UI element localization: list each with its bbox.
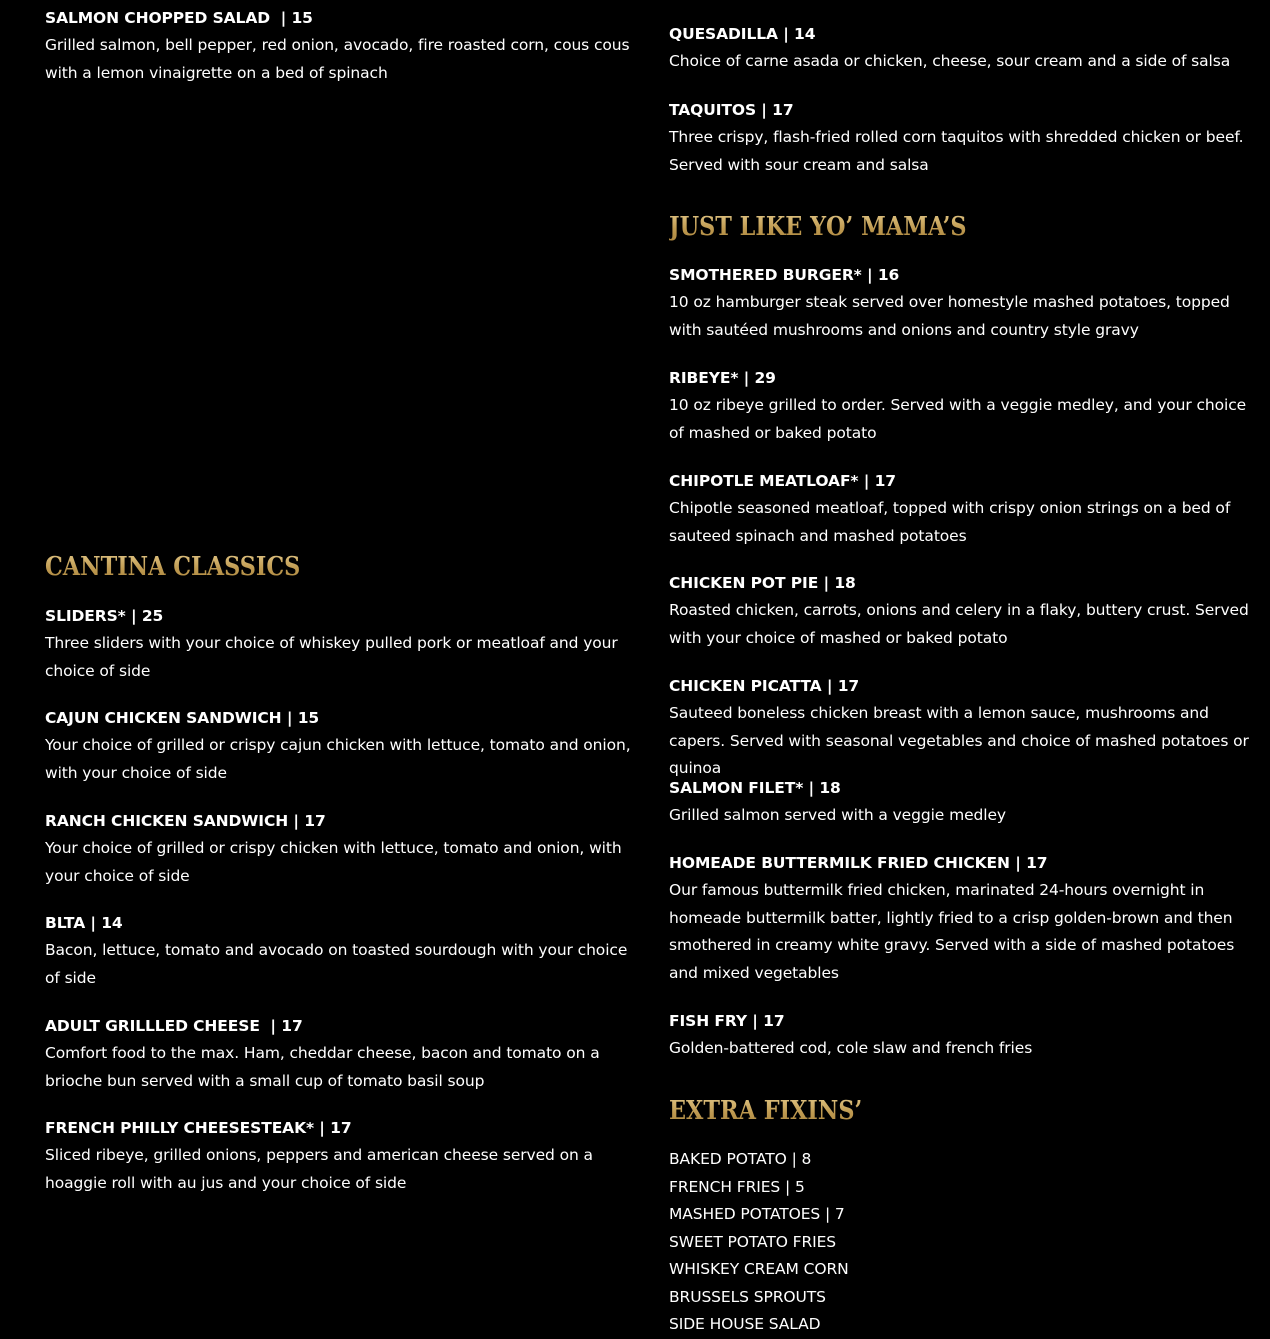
menu-item-taquitos	[669, 100, 1249, 179]
menu-item-adult-grilled-cheese	[45, 1016, 635, 1095]
item-title: BLTA | 14	[45, 914, 123, 932]
item-title: TAQUITOS | 17	[669, 101, 794, 119]
side-item-brussels-sprouts: BRUSSELS SPROUTS	[669, 1288, 826, 1306]
item-description: Sliced ribeye, grilled onions, peppers and american cheese served on a hoaggie roll with au jus and your choice of side	[45, 1146, 593, 1192]
item-title: SLIDERS* | 25	[45, 607, 164, 625]
menu-item-chicken-picatta	[669, 676, 1249, 783]
item-title: SALMON CHOPPED SALAD | 15	[45, 9, 313, 27]
side-item-whiskey-cream-corn: WHISKEY CREAM CORN	[669, 1260, 849, 1278]
item-title: QUESADILLA | 14	[669, 25, 816, 43]
item-description: 10 oz ribeye grilled to order. Served with a veggie medley, and your choice of mashed or baked potato	[669, 396, 1247, 442]
section-heading-just-like-yo-mamas: JUST LIKE YO’ MAMA’S	[669, 212, 967, 242]
item-description: Bacon, lettuce, tomato and avocado on toasted sourdough with your choice of side	[45, 941, 628, 987]
item-description: Choice of carne asada or chicken, cheese, sour cream and a side of salsa	[669, 52, 1231, 70]
item-title: SMOTHERED BURGER* | 16	[669, 266, 900, 284]
item-description: Chipotle seasoned meatloaf, topped with crispy onion strings on a bed of sauteed spinach and mashed potatoes	[669, 499, 1231, 545]
item-title: CAJUN CHICKEN SANDWICH | 15	[45, 709, 320, 727]
menu-item-ribeye	[669, 368, 1249, 447]
item-description: Your choice of grilled or crispy cajun chicken with lettuce, tomato and onion, with your choice of side	[45, 736, 631, 782]
item-description: Comfort food to the max. Ham, cheddar cheese, bacon and tomato on a brioche bun served with a small cup of tomato basil soup	[45, 1044, 600, 1090]
side-item-mashed-potatoes: MASHED POTATOES | 7	[669, 1205, 845, 1223]
item-description: 10 oz hamburger steak served over homestyle mashed potatoes, topped with sautéed mushrooms and onions and country style gravy	[669, 293, 1230, 339]
item-description: Grilled salmon served with a veggie medley	[669, 806, 1006, 824]
menu-item-buttermilk-fried-chicken	[669, 853, 1249, 987]
menu-item-french-philly-cheesesteak	[45, 1118, 635, 1197]
side-item-sweet-potato-fries: SWEET POTATO FRIES	[669, 1233, 837, 1251]
menu-item-chicken-pot-pie	[669, 573, 1249, 652]
section-heading-cantina-classics: CANTINA CLASSICS	[45, 552, 301, 582]
item-title: CHICKEN PICATTA | 17	[669, 677, 860, 695]
item-description: Roasted chicken, carrots, onions and celery in a flaky, buttery crust. Served with your choice of mashed or baked potato	[669, 601, 1249, 647]
item-title: ADULT GRILLLED CHEESE | 17	[45, 1017, 303, 1035]
item-title: RIBEYE* | 29	[669, 369, 776, 387]
item-description: Three sliders with your choice of whiskey pulled pork or meatloaf and your choice of side	[45, 634, 618, 680]
menu-item-sliders	[45, 606, 635, 685]
menu-item-salmon-filet	[669, 778, 1249, 830]
menu-item-ranch-chicken-sandwich	[45, 811, 635, 890]
menu-item-quesadilla	[669, 24, 1249, 76]
item-title: HOMEADE BUTTERMILK FRIED CHICKEN | 17	[669, 854, 1048, 872]
item-description: Our famous buttermilk fried chicken, marinated 24-hours overnight in homeade buttermilk batter, lightly fried to a crisp golden-brown and then smothered in creamy white gravy. Served with a side of mashed potatoes and mixed vegetables	[669, 881, 1235, 982]
menu-item-blta	[45, 913, 635, 992]
item-title: SALMON FILET* | 18	[669, 779, 841, 797]
item-title: FRENCH PHILLY CHEESESTEAK* | 17	[45, 1119, 352, 1137]
item-title: CHICKEN POT PIE | 18	[669, 574, 856, 592]
menu-item-cajun-chicken-sandwich	[45, 708, 635, 787]
side-item-side-house-salad: SIDE HOUSE SALAD	[669, 1315, 821, 1333]
item-title: FISH FRY | 17	[669, 1012, 785, 1030]
item-title: CHIPOTLE MEATLOAF* | 17	[669, 472, 896, 490]
menu-item-fish-fry	[669, 1011, 1249, 1063]
menu-item-chipotle-meatloaf	[669, 471, 1249, 550]
section-heading-extra-fixins: EXTRA FIXINS’	[669, 1096, 863, 1126]
item-description: Your choice of grilled or crispy chicken with lettuce, tomato and onion, with your choice of side	[45, 839, 622, 885]
side-item-french-fries: FRENCH FRIES | 5	[669, 1178, 805, 1196]
item-description: Sauteed boneless chicken breast with a lemon sauce, mushrooms and capers. Served with seasonal vegetables and choice of mashed potatoes or quinoa	[669, 704, 1249, 777]
item-description: Three crispy, flash-fried rolled corn taquitos with shredded chicken or beef. Served with sour cream and salsa	[669, 128, 1244, 174]
menu-item-salmon-chopped-salad	[45, 8, 635, 87]
item-description: Grilled salmon, bell pepper, red onion, avocado, fire roasted corn, cous cous with a lemon vinaigrette on a bed of spinach	[45, 36, 630, 82]
item-description: Golden-battered cod, cole slaw and french fries	[669, 1039, 1033, 1057]
menu-item-smothered-burger	[669, 265, 1249, 344]
item-title: RANCH CHICKEN SANDWICH | 17	[45, 812, 326, 830]
side-item-baked-potato: BAKED POTATO | 8	[669, 1150, 812, 1168]
